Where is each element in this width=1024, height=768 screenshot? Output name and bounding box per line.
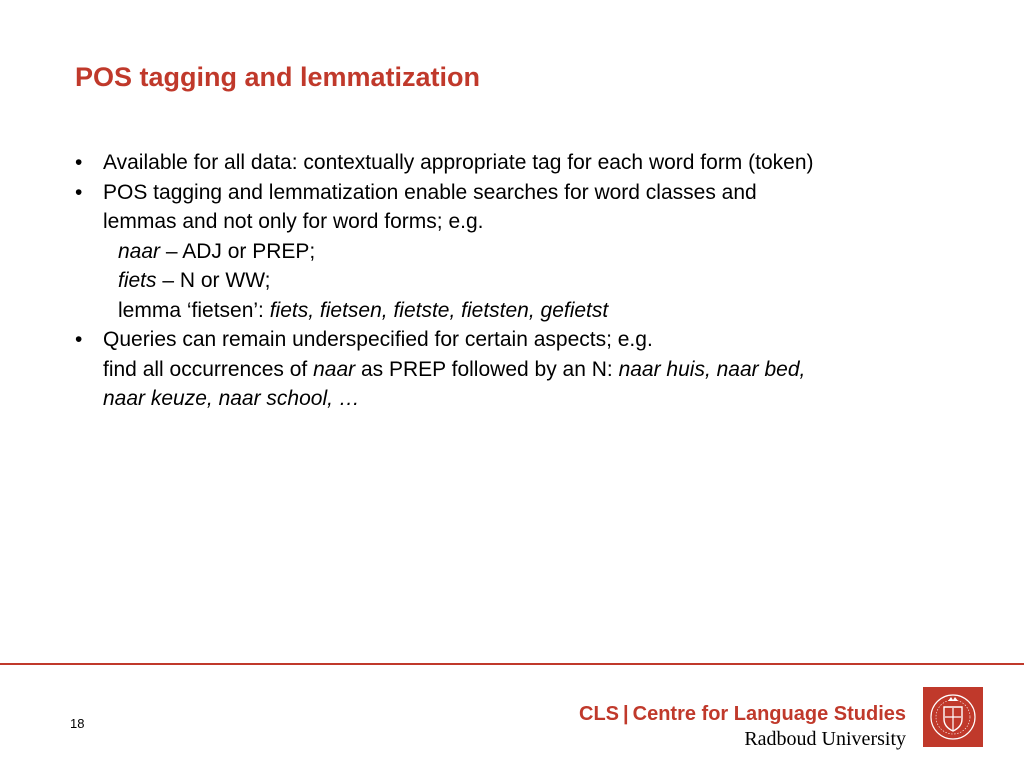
radboud-seal-icon — [923, 687, 983, 747]
example-line — [75, 296, 975, 326]
bullet-continuation: lemmas and not only for word forms; e.g. — [103, 210, 484, 233]
bullet-item — [75, 148, 975, 178]
example-word: fiets, fietsen, fietste, fietsten, gefietst — [269, 298, 609, 322]
institution-logo — [579, 703, 906, 751]
example-word: fiets — [118, 269, 157, 292]
bullet-continuation — [75, 384, 975, 414]
example-line — [75, 266, 975, 296]
bullet-text: as PREP followed by an N: — [355, 357, 619, 381]
slide-content — [75, 148, 975, 414]
example-text: lemma ‘fietsen’: — [118, 298, 270, 322]
logo-name: Centre for Language Studies — [632, 703, 906, 725]
page-number: 18 — [70, 716, 85, 731]
example-text: – ADJ or PREP; — [160, 239, 316, 263]
bullet-dot: • — [75, 328, 83, 351]
bullet-item — [75, 325, 975, 355]
slide-title: POS tagging and lemmatization — [75, 62, 481, 92]
bullet-continuation — [75, 355, 975, 385]
example-word: naar huis, naar bed, — [618, 357, 806, 381]
bullet-item — [75, 178, 975, 208]
example-word: naar keuze, naar school, … — [103, 387, 360, 410]
example-text: – N or WW; — [156, 269, 271, 292]
bullet-text: Available for all data: contextually appropriate tag for each word form (token) — [103, 151, 814, 174]
example-word: naar — [118, 239, 161, 263]
example-word: naar — [313, 357, 356, 381]
logo-separator: | — [623, 703, 629, 725]
footer-divider — [0, 663, 1024, 665]
university-name: Radboud University — [744, 728, 906, 750]
bullet-text: POS tagging and lemmatization enable searches for word classes and — [103, 180, 757, 204]
bullet-text: Queries can remain underspecified for certain aspects; e.g. — [103, 328, 653, 351]
example-line — [75, 237, 975, 267]
bullet-dot: • — [75, 180, 83, 204]
logo-abbrev: CLS — [579, 703, 620, 725]
bullet-text: find all occurrences of — [103, 357, 314, 381]
seal-graphic — [923, 687, 983, 747]
bullet-dot: • — [75, 151, 83, 174]
